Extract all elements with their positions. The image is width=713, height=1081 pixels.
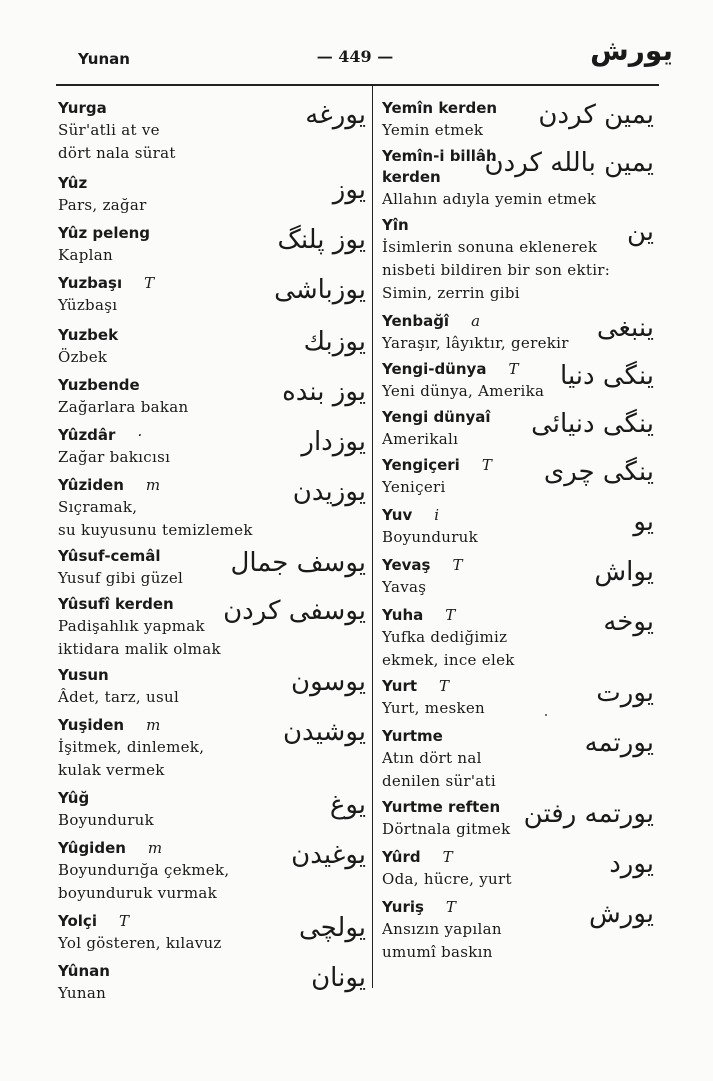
- definition-line: su kuyusunu temizlemek: [58, 521, 253, 539]
- definition-line: Yeni dünya, Amerika: [382, 382, 545, 400]
- dictionary-entry: [58, 961, 366, 1005]
- running-head-right-arabic: يورش: [590, 34, 673, 67]
- definition-line: Yunan: [58, 984, 107, 1002]
- headword-text: Yîn: [382, 216, 409, 234]
- headword-text: Yûzdâr: [58, 426, 116, 444]
- headword-text: Yûz peleng: [58, 224, 151, 242]
- headword-text: Yûziden: [58, 476, 124, 494]
- arabic-script-headword: ينبغى: [596, 313, 654, 343]
- definition-line: Padişahlık yapmak: [58, 617, 205, 635]
- arabic-script-headword: يونان: [311, 963, 366, 993]
- dictionary-entry: [382, 847, 654, 891]
- arabic-script-headword: يوغيدن: [291, 840, 366, 870]
- dictionary-entry: [382, 897, 654, 964]
- headword-text: Yûsuf-cemâl: [58, 547, 161, 565]
- dictionary-entry: [58, 788, 366, 832]
- headword: [382, 215, 654, 236]
- origin-tag: m: [145, 476, 161, 494]
- right-column: [382, 98, 654, 964]
- definition-line: ekmek, ince elek: [382, 651, 515, 669]
- definition-line: Sür'atli at ve: [58, 121, 160, 139]
- headword-text: Yenbağî: [382, 312, 450, 330]
- definition-line: Boyundurığa çekmek,: [58, 861, 230, 879]
- arabic-script-headword: يوخه: [603, 607, 654, 637]
- definition-line: Atın dört nal: [382, 749, 482, 767]
- headword: [58, 788, 366, 809]
- definition-line: umumî baskın: [382, 943, 493, 961]
- dictionary-entry: [58, 325, 366, 369]
- definition-line: dört nala sürat: [58, 144, 176, 162]
- dictionary-entry: [382, 407, 654, 451]
- headword-continuation: kerden: [382, 168, 441, 186]
- arabic-script-headword: يوشيدن: [282, 717, 366, 747]
- headword-text: Yemîn-i billâh: [382, 147, 497, 165]
- dictionary-entry: [58, 475, 366, 542]
- headword-text: Yevaş: [382, 556, 431, 574]
- definition-line: Oda, hücre, yurt: [382, 870, 512, 888]
- arabic-script-headword: يوزبك: [303, 327, 366, 357]
- definition-line: Yusuf gibi güzel: [58, 569, 184, 587]
- origin-tag: T: [508, 360, 519, 378]
- definition-line: İşitmek, dinlemek,: [58, 738, 205, 756]
- dictionary-entry: [382, 726, 654, 793]
- origin-tag: m: [147, 839, 163, 857]
- definition-line: Zağar bakıcısı: [58, 448, 171, 466]
- dictionary-entry: [382, 98, 654, 142]
- arabic-script-headword: يورتمه: [584, 728, 654, 758]
- dictionary-entry: [58, 911, 366, 955]
- dictionary-entry: [58, 425, 366, 469]
- origin-tag: i: [434, 506, 440, 524]
- headword-text: Yuzbaşı: [58, 274, 123, 292]
- arabic-script-headword: يواش: [594, 557, 654, 587]
- origin-tag: T: [439, 677, 450, 695]
- headword-text: Yurtme: [382, 727, 443, 745]
- headword-text: Yengiçeri: [382, 456, 460, 474]
- definition-line: İsimlerin sonuna eklenerek: [382, 238, 598, 256]
- headword-text: Yûğ: [58, 789, 90, 807]
- headword: [58, 173, 366, 194]
- arabic-script-headword: ينگى دنيائى: [531, 409, 654, 439]
- headword-text: Yuha: [382, 606, 424, 624]
- definition-line: Amerikalı: [382, 430, 459, 448]
- definition-line: Yüzbaşı: [58, 296, 118, 314]
- origin-tag: a: [471, 312, 481, 330]
- headword-text: Yûz: [58, 174, 88, 192]
- print-speck: [545, 714, 547, 716]
- headword-text: Yengi-dünya: [382, 360, 487, 378]
- dictionary-entry: [58, 173, 366, 217]
- headword-text: Yemîn kerden: [382, 99, 498, 117]
- dictionary-entry: [58, 546, 366, 590]
- headword-text: Yuzbende: [58, 376, 140, 394]
- definition-line: Allahın adıyla yemin etmek: [382, 190, 597, 208]
- definition-line: Zağarlara bakan: [58, 398, 189, 416]
- definition-line: Simin, zerrin gibi: [382, 284, 520, 302]
- page-number: — 449 —: [316, 47, 394, 66]
- origin-tag: m: [146, 716, 161, 734]
- origin-tag: T: [481, 456, 492, 474]
- definition-line: Ansızın yapılan: [382, 920, 502, 938]
- dictionary-entry: [382, 146, 654, 211]
- headword-text: Yusun: [58, 666, 109, 684]
- definition-line: kulak vermek: [58, 761, 165, 779]
- dictionary-entry: [58, 715, 366, 782]
- arabic-script-headword: يوزباشى: [274, 275, 366, 305]
- arabic-script-headword: يوز پلنگ: [277, 225, 366, 255]
- arabic-script-headword: يورغه: [305, 100, 366, 130]
- arabic-script-headword: يمين بالله كردن: [484, 148, 654, 178]
- arabic-script-headword: ين: [626, 217, 654, 247]
- dictionary-entry: [382, 359, 654, 403]
- arabic-script-headword: يورتمه رفتن: [523, 799, 654, 829]
- definition-line: Yaraşır, lâyıktır, gerekir: [382, 334, 569, 352]
- definition-line: Yeniçeri: [382, 478, 446, 496]
- origin-tag: T: [118, 912, 129, 930]
- definition-line: Yurt, mesken: [382, 699, 486, 717]
- headword-text: Yûsufî kerden: [58, 595, 174, 613]
- definition-line: Özbek: [58, 348, 108, 366]
- arabic-script-headword: يوسون: [291, 667, 366, 697]
- definition-line: denilen sür'ati: [382, 772, 496, 790]
- running-head-left: Yunan: [78, 50, 130, 68]
- headword-text: Yuriş: [382, 898, 424, 916]
- arabic-script-headword: ينگى دنيا: [560, 361, 654, 391]
- headword-text: Yolçi: [58, 912, 97, 930]
- dictionary-entry: [382, 605, 654, 672]
- origin-tag: T: [442, 848, 453, 866]
- origin-tag: T: [452, 556, 463, 574]
- headword: [382, 505, 654, 526]
- definition-line: Pars, zağar: [58, 196, 147, 214]
- arabic-script-headword: يمين كردن: [538, 100, 654, 130]
- definition-line: Dörtnala gitmek: [382, 820, 511, 838]
- origin-tag: T: [144, 274, 155, 292]
- headword-text: Yurtme reften: [382, 798, 501, 816]
- arabic-script-headword: يولچى: [298, 913, 366, 943]
- dictionary-entry: [382, 555, 654, 599]
- definition-line: Yol gösteren, kılavuz: [58, 934, 222, 952]
- headword-text: Yuşiden: [58, 716, 125, 734]
- dictionary-entry: [382, 311, 654, 355]
- arabic-script-headword: يورد: [609, 849, 654, 879]
- arabic-script-headword: ينگى چرى: [543, 457, 654, 487]
- origin-tag: T: [445, 898, 456, 916]
- header-rule: [56, 84, 659, 86]
- arabic-script-headword: يوز: [332, 175, 366, 205]
- column-divider: [372, 86, 373, 988]
- definition-line: iktidara malik olmak: [58, 640, 221, 658]
- left-column: [58, 98, 366, 1005]
- origin-tag: T: [445, 606, 456, 624]
- definition-line: Yavaş: [382, 578, 427, 596]
- arabic-script-headword: يوزدار: [301, 427, 366, 457]
- arabic-script-headword: يوزيدن: [292, 477, 366, 507]
- definition-line: Boyunduruk: [382, 528, 479, 546]
- arabic-script-headword: يورش: [589, 899, 654, 929]
- origin-tag: ·: [137, 426, 143, 444]
- dictionary-entry: [58, 273, 366, 317]
- headword-text: Yûnan: [58, 962, 110, 980]
- arabic-script-headword: يو: [633, 507, 654, 537]
- dictionary-entry: [382, 505, 654, 549]
- definition-line: Yufka dediğimiz: [382, 628, 508, 646]
- headword-text: Yuzbek: [58, 326, 119, 344]
- headword-text: Yengi dünyaî: [382, 408, 491, 426]
- dictionary-entry: [58, 838, 366, 905]
- definition-line: Sıçramak,: [58, 498, 138, 516]
- definition-line: nisbeti bildiren bir son ektir:: [382, 261, 611, 279]
- arabic-script-headword: يوز بنده: [282, 377, 366, 407]
- arabic-script-headword: يوسف جمال: [230, 548, 366, 578]
- headword-text: Yuv: [382, 506, 413, 524]
- dictionary-entry: [58, 223, 366, 267]
- arabic-script-headword: يورت: [596, 678, 654, 708]
- definition-line: boyunduruk vurmak: [58, 884, 218, 902]
- headword-text: Yurga: [58, 99, 107, 117]
- headword-text: Yûgiden: [58, 839, 126, 857]
- headword-text: Yurt: [382, 677, 418, 695]
- dictionary-entry: [58, 594, 366, 661]
- dictionary-entry: [382, 676, 654, 720]
- definition-line: Âdet, tarz, usul: [58, 688, 180, 706]
- dictionary-entry: [382, 215, 654, 305]
- definition-line: Boyunduruk: [58, 811, 155, 829]
- dictionary-entry: [58, 665, 366, 709]
- headword-text: Yûrd: [382, 848, 421, 866]
- dictionary-entry: [382, 797, 654, 841]
- dictionary-entry: [58, 98, 366, 165]
- dictionary-entry: [382, 455, 654, 499]
- definition-line: Yemin etmek: [382, 121, 484, 139]
- definition-line: Kaplan: [58, 246, 113, 264]
- arabic-script-headword: يوغ: [329, 790, 366, 820]
- dictionary-entry: [58, 375, 366, 419]
- arabic-script-headword: يوسفى كردن: [223, 596, 366, 626]
